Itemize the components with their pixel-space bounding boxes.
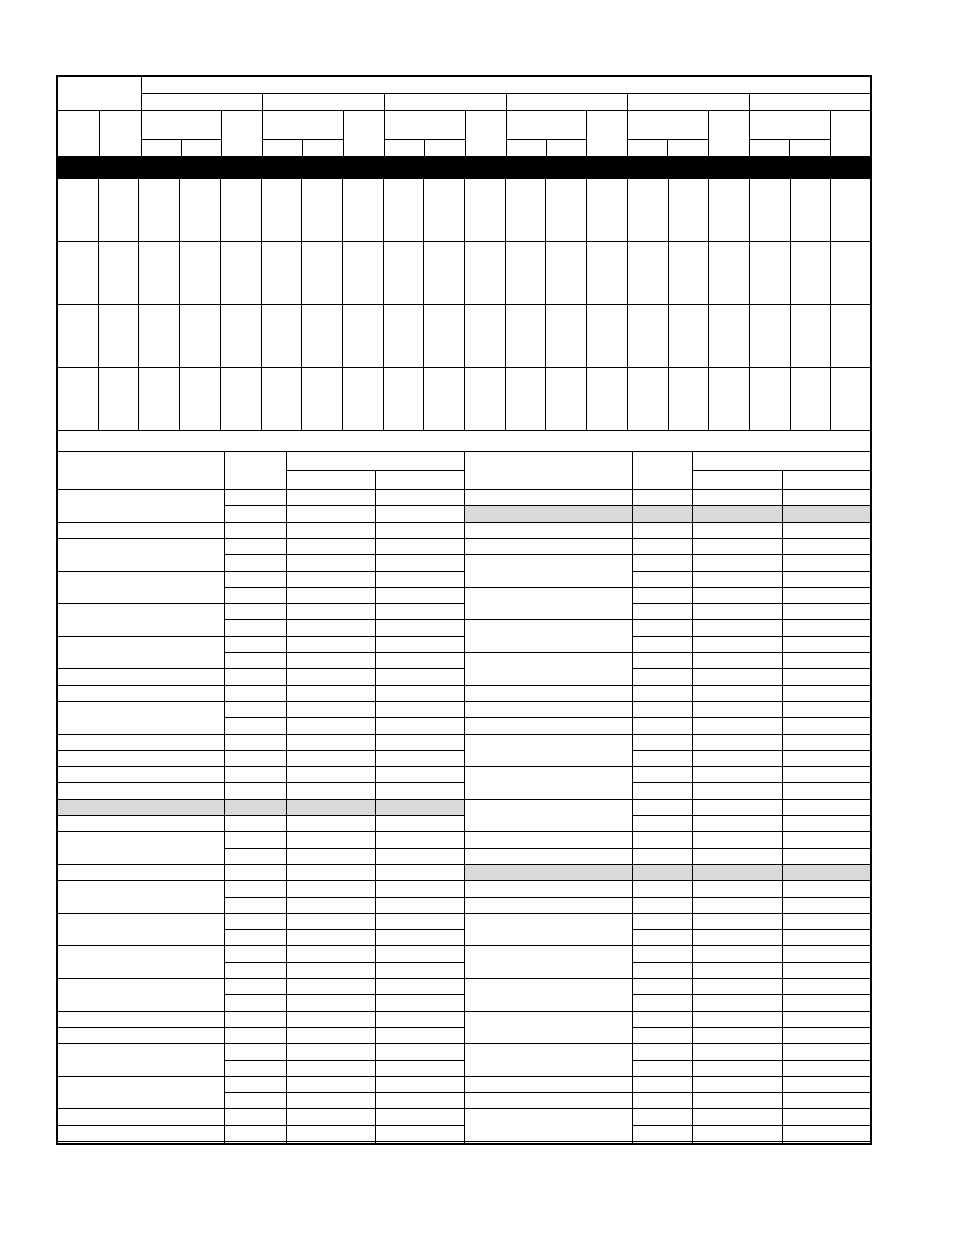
right-shade-1 <box>464 505 871 522</box>
grid-lines <box>57 76 871 1144</box>
black-band <box>57 156 871 178</box>
right-shade-2 <box>464 864 871 880</box>
left-shade <box>57 799 464 815</box>
